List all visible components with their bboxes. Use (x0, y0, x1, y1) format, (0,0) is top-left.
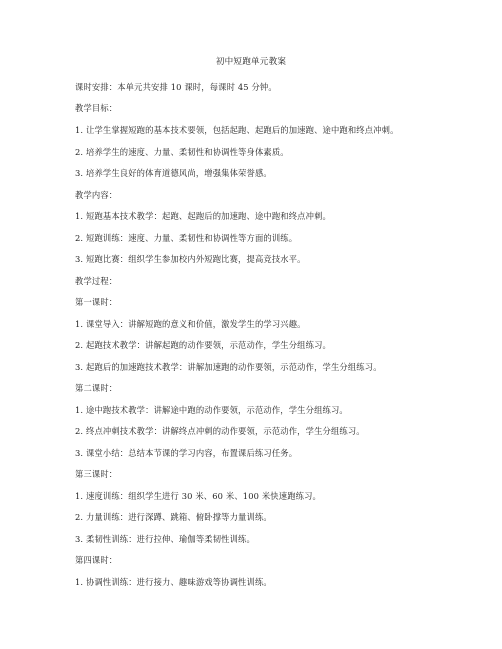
lesson-item: 3. 柔韧性训练：进行拉伸、瑜伽等柔韧性训练。 (75, 534, 255, 544)
objective-item: 2. 培养学生的速度、力量、柔韧性和协调性等身体素质。 (75, 147, 289, 157)
lesson-item: 2. 终点冲刺技术教学：讲解终点冲刺的动作要领，示范动作，学生分组练习。 (75, 426, 365, 436)
lesson-item: 1. 速度训练：组织学生进行 30 米、60 米、100 米快速跑练习。 (75, 491, 321, 501)
lesson-heading: 第一课时： (75, 297, 118, 307)
lesson-heading: 第二课时： (75, 383, 118, 393)
section-heading-process: 教学过程： (75, 276, 118, 286)
lesson-item: 1. 途中跑技术教学：讲解途中跑的动作要领，示范动作，学生分组练习。 (75, 405, 348, 415)
objective-item: 1. 让学生掌握短跑的基本技术要领，包括起跑、起跑后的加速跑、途中跑和终点冲刺。 (75, 125, 399, 135)
content-item: 2. 短跑训练：速度、力量、柔韧性和协调性等方面的训练。 (75, 233, 298, 243)
content-item: 3. 短跑比赛：组织学生参加校内外短跑比赛，提高竞技水平。 (75, 254, 306, 264)
section-heading-content: 教学内容： (75, 190, 118, 200)
section-heading-objectives: 教学目标： (75, 103, 118, 113)
schedule-line: 课时安排：本单元共安排 10 课时，每课时 45 分钟。 (75, 82, 277, 92)
lesson-heading: 第三课时： (75, 469, 118, 479)
lesson-item: 3. 起跑后的加速跑技术教学：讲解加速跑的动作要领，示范动作，学生分组练习。 (75, 362, 382, 372)
lesson-item: 3. 课堂小结：总结本节课的学习内容，布置课后练习任务。 (75, 448, 298, 458)
document-title: 初中短跑单元教案 (215, 57, 287, 67)
objective-item: 3. 培养学生良好的体育道德风尚，增强集体荣誉感。 (75, 168, 272, 178)
lesson-item: 2. 力量训练：进行深蹲、跳箱、俯卧撑等力量训练。 (75, 512, 272, 522)
lesson-item: 1. 协调性训练：进行接力、趣味游戏等协调性训练。 (75, 577, 272, 587)
lesson-item: 1. 课堂导入：讲解短跑的意义和价值，激发学生的学习兴趣。 (75, 319, 306, 329)
content-item: 1. 短跑基本技术教学：起跑、起跑后的加速跑、途中跑和终点冲刺。 (75, 211, 331, 221)
lesson-heading: 第四课时： (75, 555, 118, 565)
lesson-item: 2. 起跑技术教学：讲解起跑的动作要领，示范动作，学生分组练习。 (75, 340, 331, 350)
